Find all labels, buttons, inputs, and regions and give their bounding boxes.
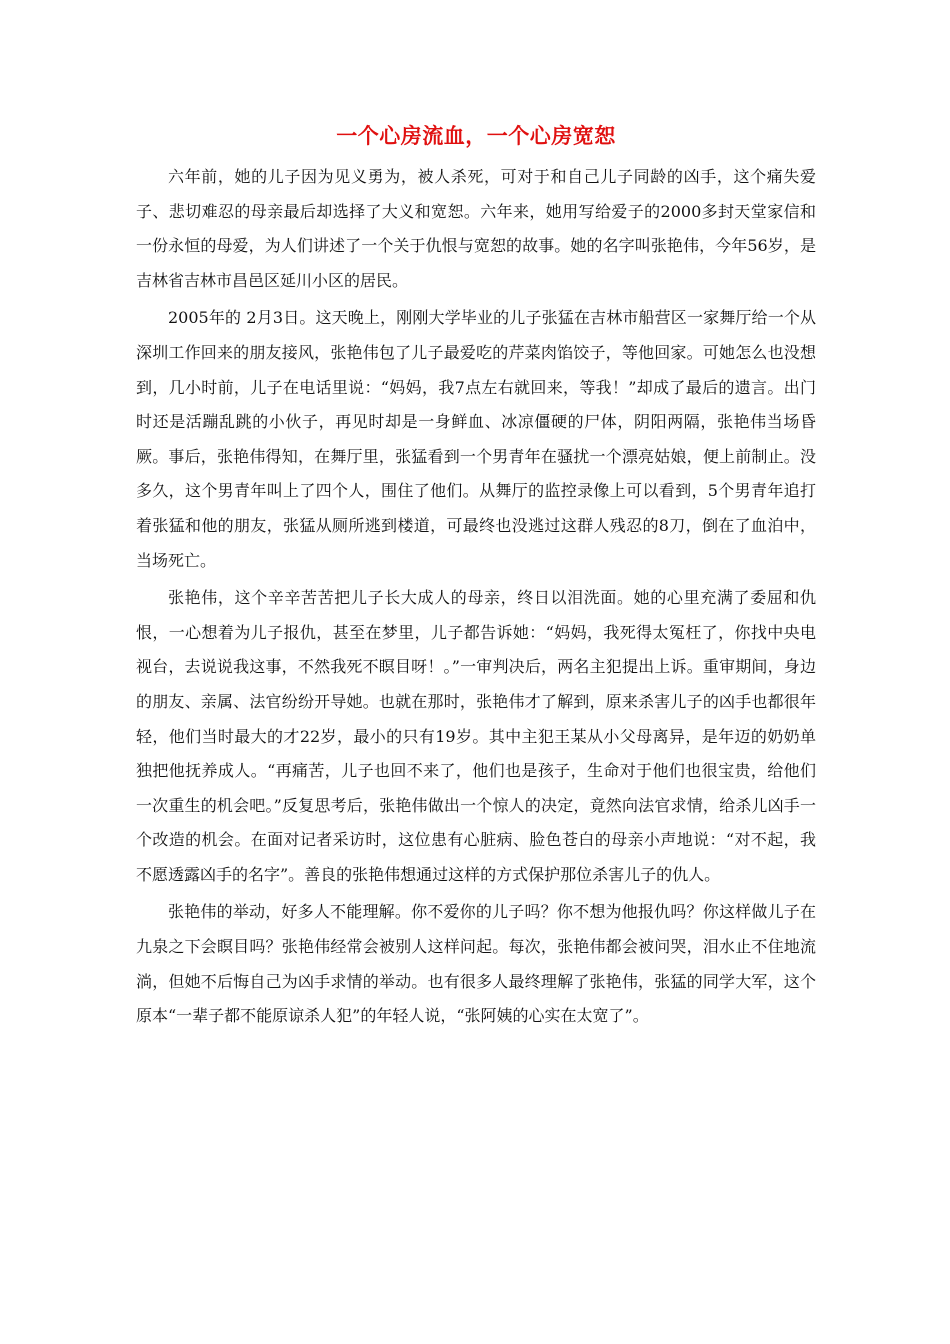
paragraph-1: 六年前，她的儿子因为见义勇为，被人杀死，可对于和自己儿子同龄的凶手，这个痛失爱子、悲切难忍的母亲最后却选择了大义和宽恕。六年来，她用写给爱子的2000多封天堂家信和一份永恒的母爱，为人们讲述了一个关于仇恨与宽恕的故事。她的名字叫张艳伟，今年56岁，是吉林省吉林市昌邑区延川小区的居民。: [136, 167, 816, 290]
article-title: 一个心房流血，一个心房宽恕: [336, 123, 616, 148]
document-page: [136, 116, 816, 1037]
paragraph-4: 张艳伟的举动，好多人不能理解。你不爱你的儿子吗？你不想为他报仇吗？你这样做儿子在九泉之下会瞑目吗？张艳伟经常会被别人这样问起。每次，张艳伟都会被问哭，泪水止不住地流淌，但她不后悔自己为凶手求情的举动。也有很多人最终理解了张艳伟，张猛的同学大军，这个原本“一辈子都不能原谅杀人犯”的年轻人说，“张阿姨的心实在太宽了”。: [136, 902, 816, 1026]
paragraph-2: 2005年的 2月3日。这天晚上，刚刚大学毕业的儿子张猛在吉林市船营区一家舞厅给一个从深圳工作回来的朋友接风，张艳伟包了儿子最爱吃的芹菜肉馅饺子，等他回家。可她怎么也没想到，几小时前，儿子在电话里说：“妈妈，我7点左右就回来，等我！”却成了最后的遗言。出门时还是活蹦乱跳的小伙子，再见时却是一身鲜血、冰凉僵硬的尸体，阴阳两隔，张艳伟当场昏厥。事后，张艳伟得知，在舞厅里，张猛看到一个男青年在骚扰一个漂亮姑娘，便上前制止。没多久，这个男青年叫上了四个人，围住了他们。从舞厅的监控录像上可以看到，5个男青年追打着张猛和他的朋友，张猛从厕所逃到楼道，可最终也没逃过这群人残忍的8刀，倒在了血泊中，当场死亡。: [136, 308, 816, 570]
paragraph-3: 张艳伟，这个辛辛苦苦把儿子长大成人的母亲，终日以泪洗面。她的心里充满了委屈和仇恨，一心想着为儿子报仇，甚至在梦里，儿子都告诉她：“妈妈，我死得太冤枉了，你找中央电视台，去说说我这事，不然我死不瞑目呀！。”一审判决后，两名主犯提出上诉。重审期间，身边的朋友、亲属、法官纷纷开导她。也就在那时，张艳伟才了解到，原来杀害儿子的凶手也都很年轻，他们当时最大的才22岁，最小的只有19岁。其中主犯王某从小父母离异，是年迈的奶奶单独把他抚养成人。“再痛苦，儿子也回不来了，他们也是孩子，生命对于他们也很宝贵，给他们一次重生的机会吧。”反复思考后，张艳伟做出一个惊人的决定，竟然向法官求情，给杀儿凶手一个改造的机会。在面对记者采访时，这位患有心脏病、脸色苍白的母亲小声地说：“对不起，我不愿透露凶手的名字”。善良的张艳伟想通过这样的方式保护那位杀害儿子的仇人。: [136, 588, 816, 884]
